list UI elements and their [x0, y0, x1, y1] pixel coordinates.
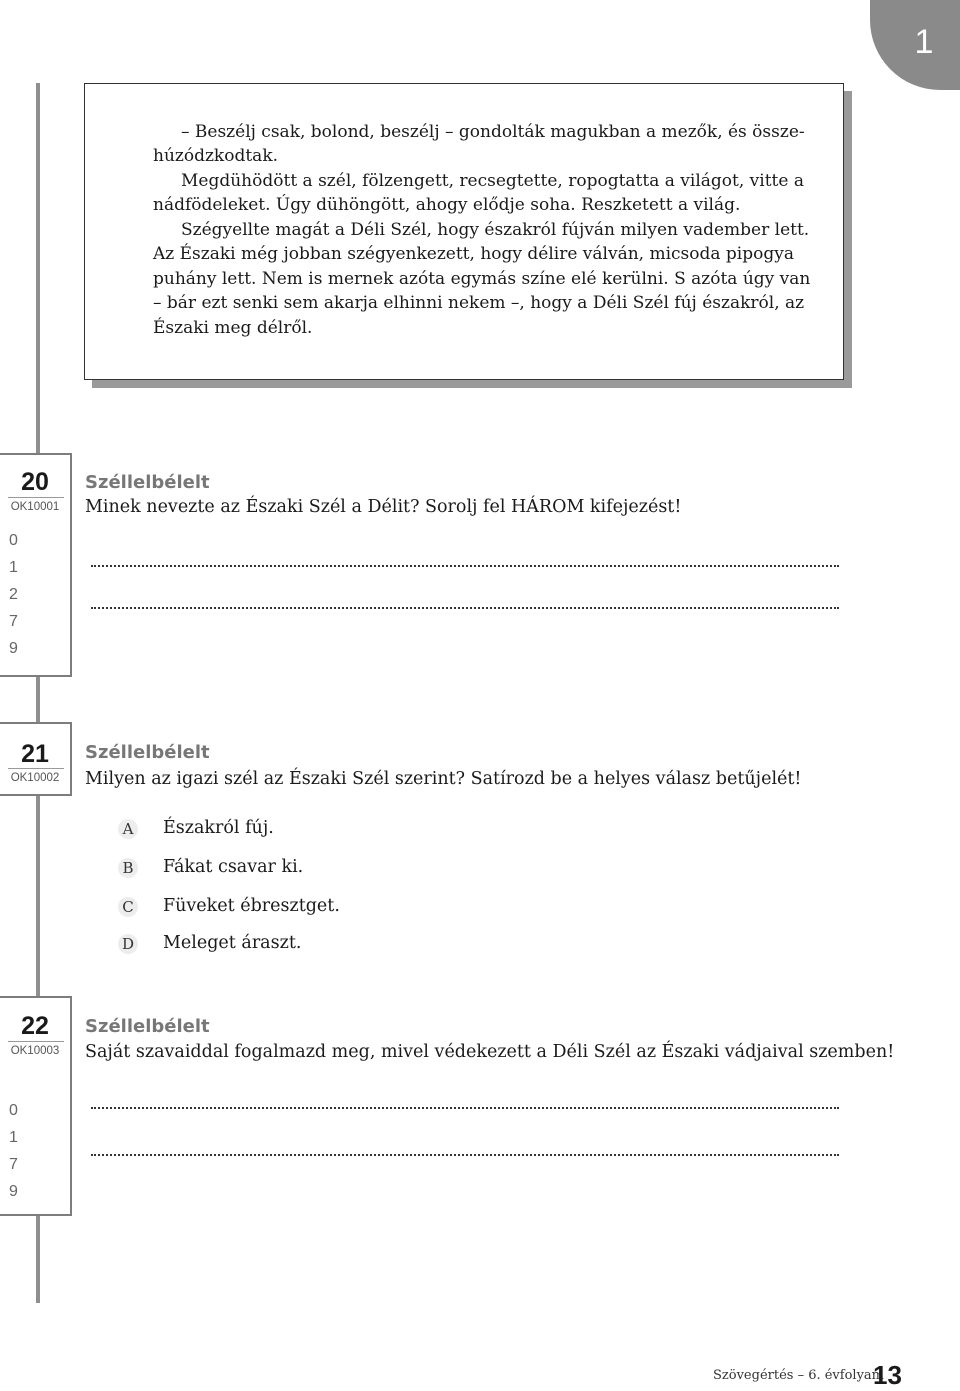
task-number: 21	[21, 740, 49, 768]
option-text: Meleget áraszt.	[163, 933, 302, 953]
task-number: 20	[21, 468, 49, 496]
chapter-tab	[870, 0, 960, 90]
task-code: OK10002	[10, 772, 60, 784]
divider	[8, 497, 64, 498]
task-title: Széllelbélelt	[85, 472, 210, 493]
divider	[8, 1041, 64, 1042]
option-text: Füveket ébresztget.	[163, 896, 340, 916]
task-question: Minek nevezte az Északi Szél a Délit? Sorolj fel HÁROM kifejezést!	[85, 497, 682, 517]
answer-line[interactable]	[91, 565, 839, 567]
divider	[8, 768, 64, 769]
footer-label: Szövegértés – 6. évfolyam	[713, 1368, 884, 1383]
score-option[interactable]: 1	[9, 1129, 18, 1146]
task-code: OK10001	[10, 501, 60, 513]
option-letter-d[interactable]: D	[118, 934, 138, 954]
reading-line: húzódzkodtak.	[153, 146, 279, 166]
task-question: Saját szavaiddal fogalmazd meg, mivel védekezett a Déli Szél az Északi vádjaival szemben!	[85, 1042, 895, 1062]
reading-line: Megdühödött a szél, fölzengett, recsegtette, ropogtatta a világot, vitte a	[181, 171, 804, 191]
answer-line[interactable]	[91, 1154, 839, 1156]
task-title: Széllelbélelt	[85, 1016, 210, 1037]
reading-line: Szégyellte magát a Déli Szél, hogy északról fújván milyen vadember lett.	[181, 220, 810, 240]
option-letter-a[interactable]: A	[118, 819, 138, 839]
answer-line[interactable]	[91, 1107, 839, 1109]
option-text: Fákat csavar ki.	[163, 857, 304, 877]
reading-line: Az Északi még jobban szégyenkezett, hogy délire válván, micsoda pipogya	[153, 244, 794, 264]
page-number: 13	[873, 1360, 902, 1390]
task-title: Széllelbélelt	[85, 742, 210, 763]
score-option[interactable]: 9	[9, 640, 18, 657]
score-option[interactable]: 2	[9, 586, 18, 603]
answer-line[interactable]	[91, 607, 839, 609]
score-option[interactable]: 9	[9, 1183, 18, 1200]
score-option[interactable]: 7	[9, 613, 18, 630]
score-option[interactable]: 0	[9, 532, 18, 549]
score-option[interactable]: 1	[9, 559, 18, 576]
reading-line: – Beszélj csak, bolond, beszélj – gondolták magukban a mezők, és össze-	[181, 122, 805, 142]
option-text: Északról fúj.	[163, 818, 274, 838]
reading-line: – bár ezt senki sem akarja elhinni nekem –, hogy a Déli Szél fúj északról, az	[153, 293, 805, 313]
chapter-number: 1	[914, 22, 934, 61]
reading-line: nádfödeleket. Úgy dühöngött, ahogy elődje soha. Reszketett a világ.	[153, 195, 741, 215]
reading-line: Északi meg délről.	[153, 318, 313, 338]
task-question: Milyen az igazi szél az Északi Szél szerint? Satírozd be a helyes válasz betűjelét!	[85, 769, 802, 789]
score-option[interactable]: 0	[9, 1102, 18, 1119]
option-letter-b[interactable]: B	[118, 858, 138, 878]
reading-line: puhány lett. Nem is mernek azóta egymás színe elé kerülni. S azóta úgy van	[153, 269, 811, 289]
task-number: 22	[21, 1012, 49, 1040]
task-code: OK10003	[10, 1045, 60, 1057]
option-letter-c[interactable]: C	[118, 897, 138, 917]
reading-passage-box	[84, 83, 844, 380]
score-option[interactable]: 7	[9, 1156, 18, 1173]
